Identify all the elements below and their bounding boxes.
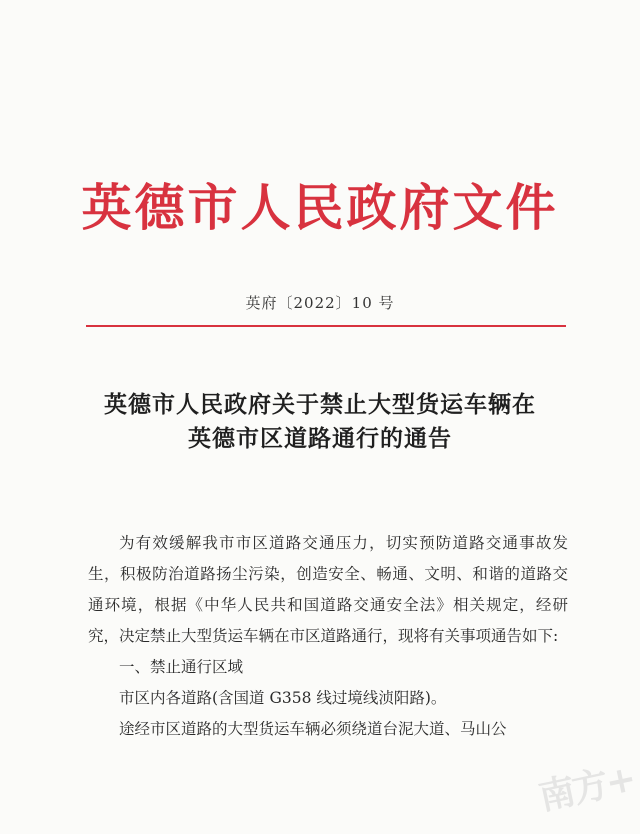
document-masthead: 英德市人民政府文件 (81, 178, 559, 237)
notice-body (88, 528, 568, 745)
document-number: 英府〔2022〕10 号 (245, 294, 395, 312)
notice-title-line-1: 英德市人民政府关于禁止大型货运车辆在 (104, 391, 536, 418)
watermark-logo: 南方+ (535, 757, 639, 819)
section-paragraph: 市区内各道路(含国道 G358 线过境线浈阳路)。 (119, 689, 447, 707)
notice-title-line-2: 英德市区道路通行的通告 (188, 425, 452, 452)
intro-paragraph: 为有效缓解我市市区道路交通压力，切实预防道路交通事故发生，积极防治道路扬尘污染，创造安全、畅通、文明、和谐的道路交通环境，根据《中华人民共和国道路交通安全法》相关规定，经研究，决定禁止大型货运车辆在市区道路通行，现将有关事项通告如下: (88, 534, 568, 645)
notice-title (0, 388, 640, 456)
red-divider-line (86, 325, 566, 327)
section-heading: 一、禁止通行区域 (119, 658, 244, 676)
section-paragraph: 途经市区道路的大型货运车辆必须绕道台泥大道、马山公 (119, 720, 507, 738)
